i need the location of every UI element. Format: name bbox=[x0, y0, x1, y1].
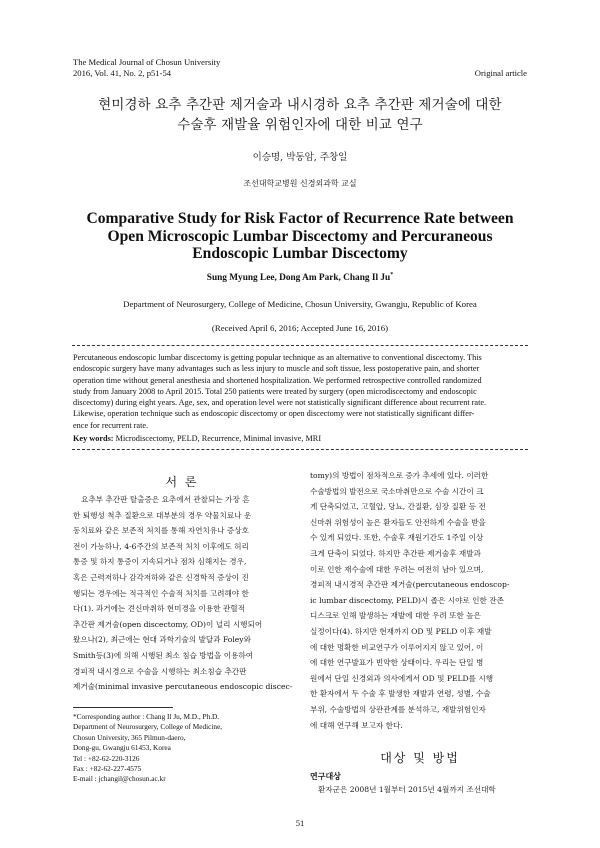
intro-line: 경피적 내시경으로 수술을 시행하는 최소침습 추간판 bbox=[73, 666, 247, 676]
abstract-line: discectomy) during eight years. Age, sex, and operation level were not statistically significant difference about recurrent rate. bbox=[73, 398, 487, 408]
corresponding-author-footnote bbox=[73, 712, 293, 785]
body-line: 게 단축되었고, 고혈압, 당뇨, 간질환, 심장 질환 등 전 bbox=[310, 502, 486, 512]
body-line: 원에서 단일 신경외과 의사에게서 OD 및 PELD를 시행 bbox=[310, 673, 494, 683]
body-line: 부위, 수술방법의 상관관계를 분석하고, 재발위험인자 bbox=[310, 704, 486, 714]
english-authors-names: Sung Myung Lee, Dong Am Park, Chang Il Ju bbox=[206, 273, 391, 284]
intro-line: 전이 가능하나, 4-6주간의 보존적 처치 이후에도 허리 bbox=[73, 541, 249, 551]
intro-line: 다(1). 과거에는 견신마취하 현미경을 이용한 관혈적 bbox=[73, 604, 245, 614]
abstract bbox=[73, 352, 528, 431]
body-line: tomy)의 방법이 점차적으로 증가 추세에 있다. 이러한 bbox=[310, 471, 489, 480]
body-line: 경피적 내시경적 추간판 제거술(percutaneous endoscop- bbox=[310, 580, 510, 590]
korean-affiliation: 조선대학교병원 신경외과학 교실 bbox=[243, 179, 357, 188]
body-line: 수 있게 되었다. 또한, 수술후 재원기간도 1주일 이상 bbox=[310, 533, 484, 543]
abstract-line: operation time without general anesthesia and shortened hospitalization. We performed retrospective controlled randomized bbox=[73, 375, 482, 385]
korean-authors: 이승명, 박동암, 주창일 bbox=[252, 152, 348, 163]
abstract-line: study from January 2008 to April 2015. Total 250 patients were treated by surgery (open microdiscectomy and endoscopic bbox=[73, 386, 477, 396]
footnote-line: E-mail : jchangil@chosun.ac.kr bbox=[73, 774, 166, 784]
intro-line: 통증 및 하지 통증이 지속되거나 점차 심해지는 경우, bbox=[73, 557, 247, 567]
intro-heading: 서 론 bbox=[165, 475, 199, 489]
abstract-line: Percutaneous endoscopic lumbar discectomy is getting popular technique as an alternative to conventional discectomy. This bbox=[73, 353, 482, 362]
footnote-line: Dong-gu, Gwangju 61453, Korea bbox=[73, 743, 171, 753]
body-line: ic lumbar discectomy, PELD)시 좁은 시야로 인한 잔존 bbox=[310, 595, 504, 605]
journal-name: The Medical Journal of Chosun University bbox=[73, 57, 221, 67]
intro-line: 한 퇴행성 척추 질환으로 대부분의 경우 약물치료나 운 bbox=[73, 510, 252, 520]
body-line: 실정이다(4). 하지만 현재까지 OD 및 PELD 이후 재발 bbox=[310, 626, 492, 636]
intro-line: 요추부 추간판 탈출증은 요추에서 관찰되는 가장 흔 bbox=[81, 495, 250, 504]
abstract-line: ence for recurrent rate. bbox=[73, 420, 149, 430]
intro-line: 왔으나(2), 최근에는 현대 과학기술의 발달과 Foley와 bbox=[73, 635, 251, 645]
citation: 2016, Vol. 41, No. 2, p51-54 bbox=[73, 68, 172, 78]
abstract-line: Likewise, operation technique such as endoscopic discectomy or open discectomy were not statistically significant differ- bbox=[73, 409, 475, 419]
study-subjects-heading: 연구대상 bbox=[310, 771, 341, 781]
article-type: Original article bbox=[474, 68, 527, 78]
english-authors bbox=[0, 272, 600, 283]
keywords-label: Key words: bbox=[73, 434, 114, 443]
author-mark: * bbox=[390, 272, 394, 278]
body-line: 한 환자에서 두 수술 후 발생한 재발과 연령, 성별, 수술 bbox=[310, 689, 491, 699]
right-column-body bbox=[310, 468, 530, 733]
footnote-line: Fax : +82-62-227-4575 bbox=[73, 764, 142, 774]
body-line: 에 대한 명확한 비교연구가 이루어지지 않고 있어, 이 bbox=[310, 642, 484, 652]
korean-title-line-2: 수술후 재발율 위험인자에 대한 비교 연구 bbox=[177, 118, 423, 133]
divider-top bbox=[72, 345, 528, 346]
body-line: 신마취 위험성이 높은 환자들도 안전하게 수술을 받을 bbox=[310, 517, 486, 527]
intro-line: Smith등(3)에 의해 시행된 최소 침습 방법을 이용하여 bbox=[73, 650, 254, 660]
korean-title-line-1: 현미경하 요추 추간판 제거술과 내시경하 요추 추간판 제거술에 대한 bbox=[98, 98, 502, 113]
intro-line: 혹은 근력저하나 감각저하와 같은 신경학적 증상이 진 bbox=[73, 572, 249, 582]
intro-line: 행되는 경우에는 적극적인 수술적 처치를 고려해야 한 bbox=[73, 588, 249, 598]
english-title-line-1: Comparative Study for Risk Factor of Recurrence Rate between bbox=[86, 210, 514, 227]
body-line: 디스크로 인해 발생하는 재발에 대한 우려 또한 높은 bbox=[310, 611, 481, 621]
keywords-list: Microdiscectomy, PELD, Recurrence, Minimal invasive, MRI bbox=[115, 434, 322, 443]
english-title-line-2: Open Microscopic Lumbar Discectomy and Percuraneous bbox=[107, 228, 493, 245]
body-line: 에 대해 연구해 보고자 한다. bbox=[310, 720, 403, 730]
intro-line: 추간판 제거술(open discectomy, OD)이 널리 시행되어 bbox=[73, 619, 263, 629]
footnote-rule bbox=[73, 707, 173, 708]
intro-line: 동치료와 같은 보존적 처치를 통해 자연치유나 증상호 bbox=[73, 526, 249, 536]
english-affiliation: Department of Neurosurgery, College of Medicine, Chosun University, Gwangju, Republic of Korea bbox=[123, 299, 477, 309]
methods-heading: 대상 및 방법 bbox=[380, 751, 460, 765]
english-title-line-3: Endoscopic Lumbar Discectomy bbox=[192, 245, 408, 262]
body-line: 에 대한 연구발표가 빈약한 상태이다. 우리는 단일 병 bbox=[310, 658, 484, 668]
intro-line: 제거술(minimal invasive percutaneous endoscopic discec- bbox=[73, 682, 293, 692]
footnote-line: *Corresponding author : Chang Il Ju, M.D., Ph.D. bbox=[73, 712, 220, 721]
body-line: 크게 단축이 되었다. 하지만 추간판 제거술후 재발과 bbox=[310, 548, 481, 558]
divider-bottom bbox=[72, 449, 528, 450]
footnote-line: Chosun University, 365 Pilmun-daero, bbox=[73, 732, 186, 742]
keywords bbox=[73, 433, 528, 444]
footnote-line: Department of Neurosurgery, College of Medicine, bbox=[73, 722, 223, 732]
body-line: 이로 인한 재수술에 대한 우려는 여전히 남아 있으며, bbox=[310, 564, 484, 574]
page-number: 51 bbox=[295, 818, 305, 828]
intro-body bbox=[73, 492, 293, 695]
methods-first-line: 환자군은 2008년 1월부터 2015년 4월까지 조선대학 bbox=[318, 785, 496, 794]
body-line: 수술방법의 발전으로 국소마취만으로 수술 시간이 크 bbox=[310, 486, 484, 496]
footnote-line: Tel : +82-62-220-3126 bbox=[73, 753, 140, 763]
abstract-line: endoscopic surgery have many advantages such as less injury to muscle and soft tissue, less postoperative pain, and shorter bbox=[73, 364, 480, 374]
received-dates: (Received April 6, 2016; Accepted June 16, 2016) bbox=[211, 323, 389, 333]
